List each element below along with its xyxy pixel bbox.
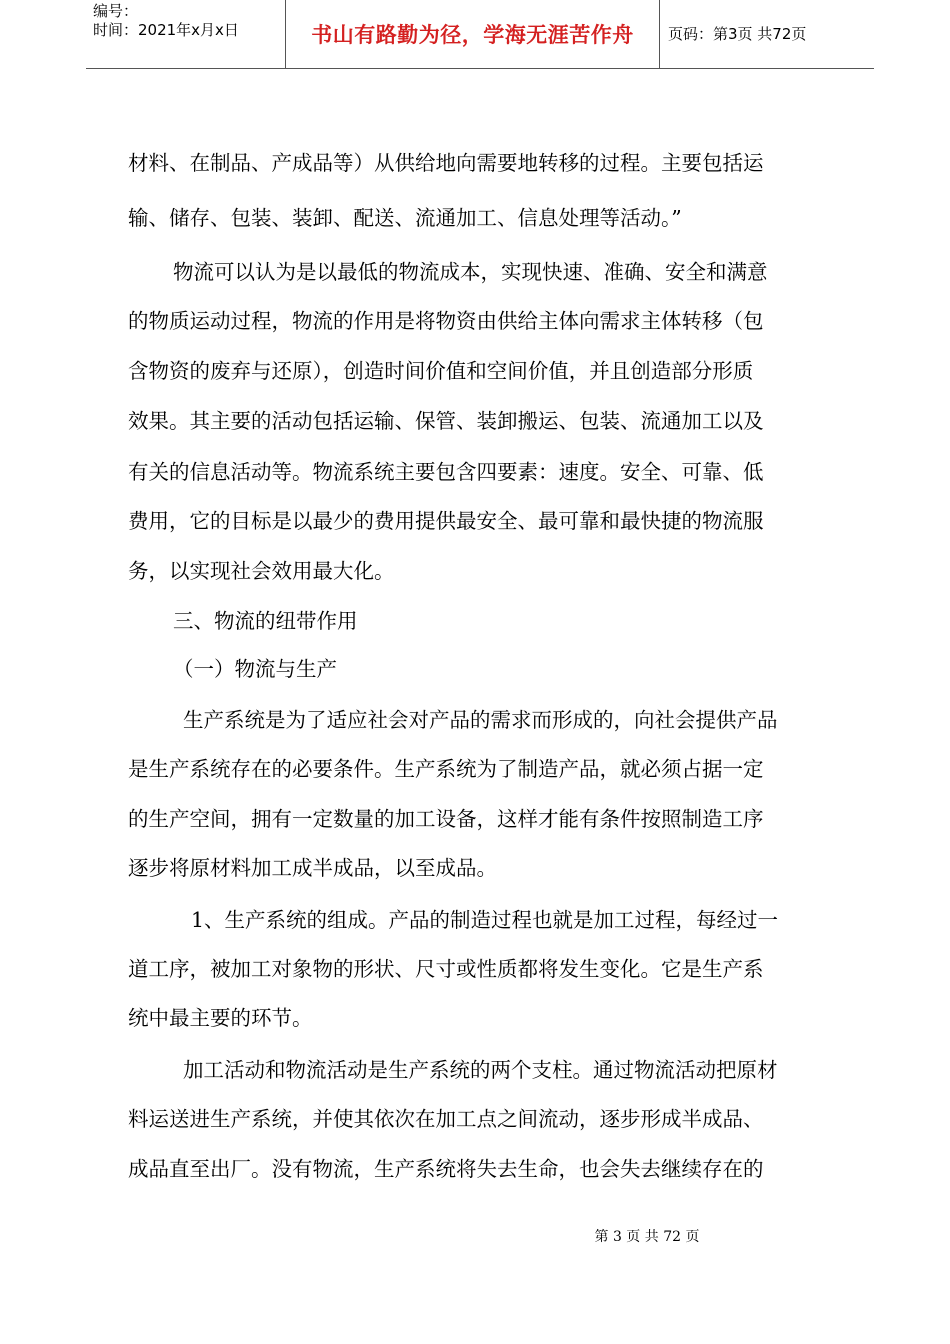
body-line: 料运送进生产系统，并使其依次在加工点之间流动，逐步形成半成品、 <box>128 1107 764 1131</box>
body-line: 含物资的废弃与还原），创造时间价值和空间价值，并且创造部分形质 <box>128 359 754 383</box>
body-line: 费用，它的目标是以最少的费用提供最安全、最可靠和最快捷的物流服 <box>128 509 764 533</box>
page-header <box>86 0 874 69</box>
body-line: 效果。其主要的活动包括运输、保管、装卸搬运、包装、流通加工以及 <box>128 409 764 433</box>
body-line: 统中最主要的环节。 <box>128 1006 313 1030</box>
body-line: 逐步将原材料加工成半成品，以至成品。 <box>128 856 497 880</box>
body-line: 输、储存、包装、装卸、配送、流通加工、信息处理等活动。” <box>128 206 682 230</box>
section-heading: 三、物流的纽带作用 <box>173 609 358 633</box>
header-meta <box>86 0 284 68</box>
page-footer <box>0 1226 950 1246</box>
subsection-heading: （一）物流与生产 <box>173 657 337 681</box>
body-line: 成品直至出厂。没有物流，生产系统将失去生命，也会失去继续存在的 <box>128 1157 764 1181</box>
body-line: 加工活动和物流活动是生产系统的两个支柱。通过物流活动把原材 <box>183 1058 778 1082</box>
body-line: 材料、在制品、产成品等）从供给地向需要地转移的过程。主要包括运 <box>128 151 764 175</box>
header-motto-cell <box>285 0 660 68</box>
body-line: 生产系统是为了适应社会对产品的需求而形成的，向社会提供产品 <box>183 708 778 732</box>
body-line: 务，以实现社会效用最大化。 <box>128 559 395 583</box>
footer-page-number: 第 3 页 共 72 页 <box>594 1229 700 1245</box>
header-motto: 书山有路勤为径，学海无涯苦作舟 <box>311 23 634 47</box>
body-line: 道工序，被加工对象物的形状、尺寸或性质都将发生变化。它是生产系 <box>128 957 764 981</box>
header-page-info: 页码：第3页 共72页 <box>668 25 807 43</box>
body-line: 物流可以认为是以最低的物流成本，实现快速、准确、安全和满意 <box>173 260 768 284</box>
number-label: 编号： <box>93 2 139 20</box>
body-line: 有关的信息活动等。物流系统主要包含四要素：速度。安全、可靠、低 <box>128 460 764 484</box>
date-label: 时间：2021年x月x日 <box>93 21 239 39</box>
body-line: 1、生产系统的组成。产品的制造过程也就是加工过程，每经过一 <box>191 908 779 932</box>
body-line: 是生产系统存在的必要条件。生产系统为了制造产品，就必须占据一定 <box>128 757 764 781</box>
body-line: 的生产空间，拥有一定数量的加工设备，这样才能有条件按照制造工序 <box>128 807 764 831</box>
body-line: 的物质运动过程，物流的作用是将物资由供给主体向需求主体转移（包 <box>128 309 764 333</box>
